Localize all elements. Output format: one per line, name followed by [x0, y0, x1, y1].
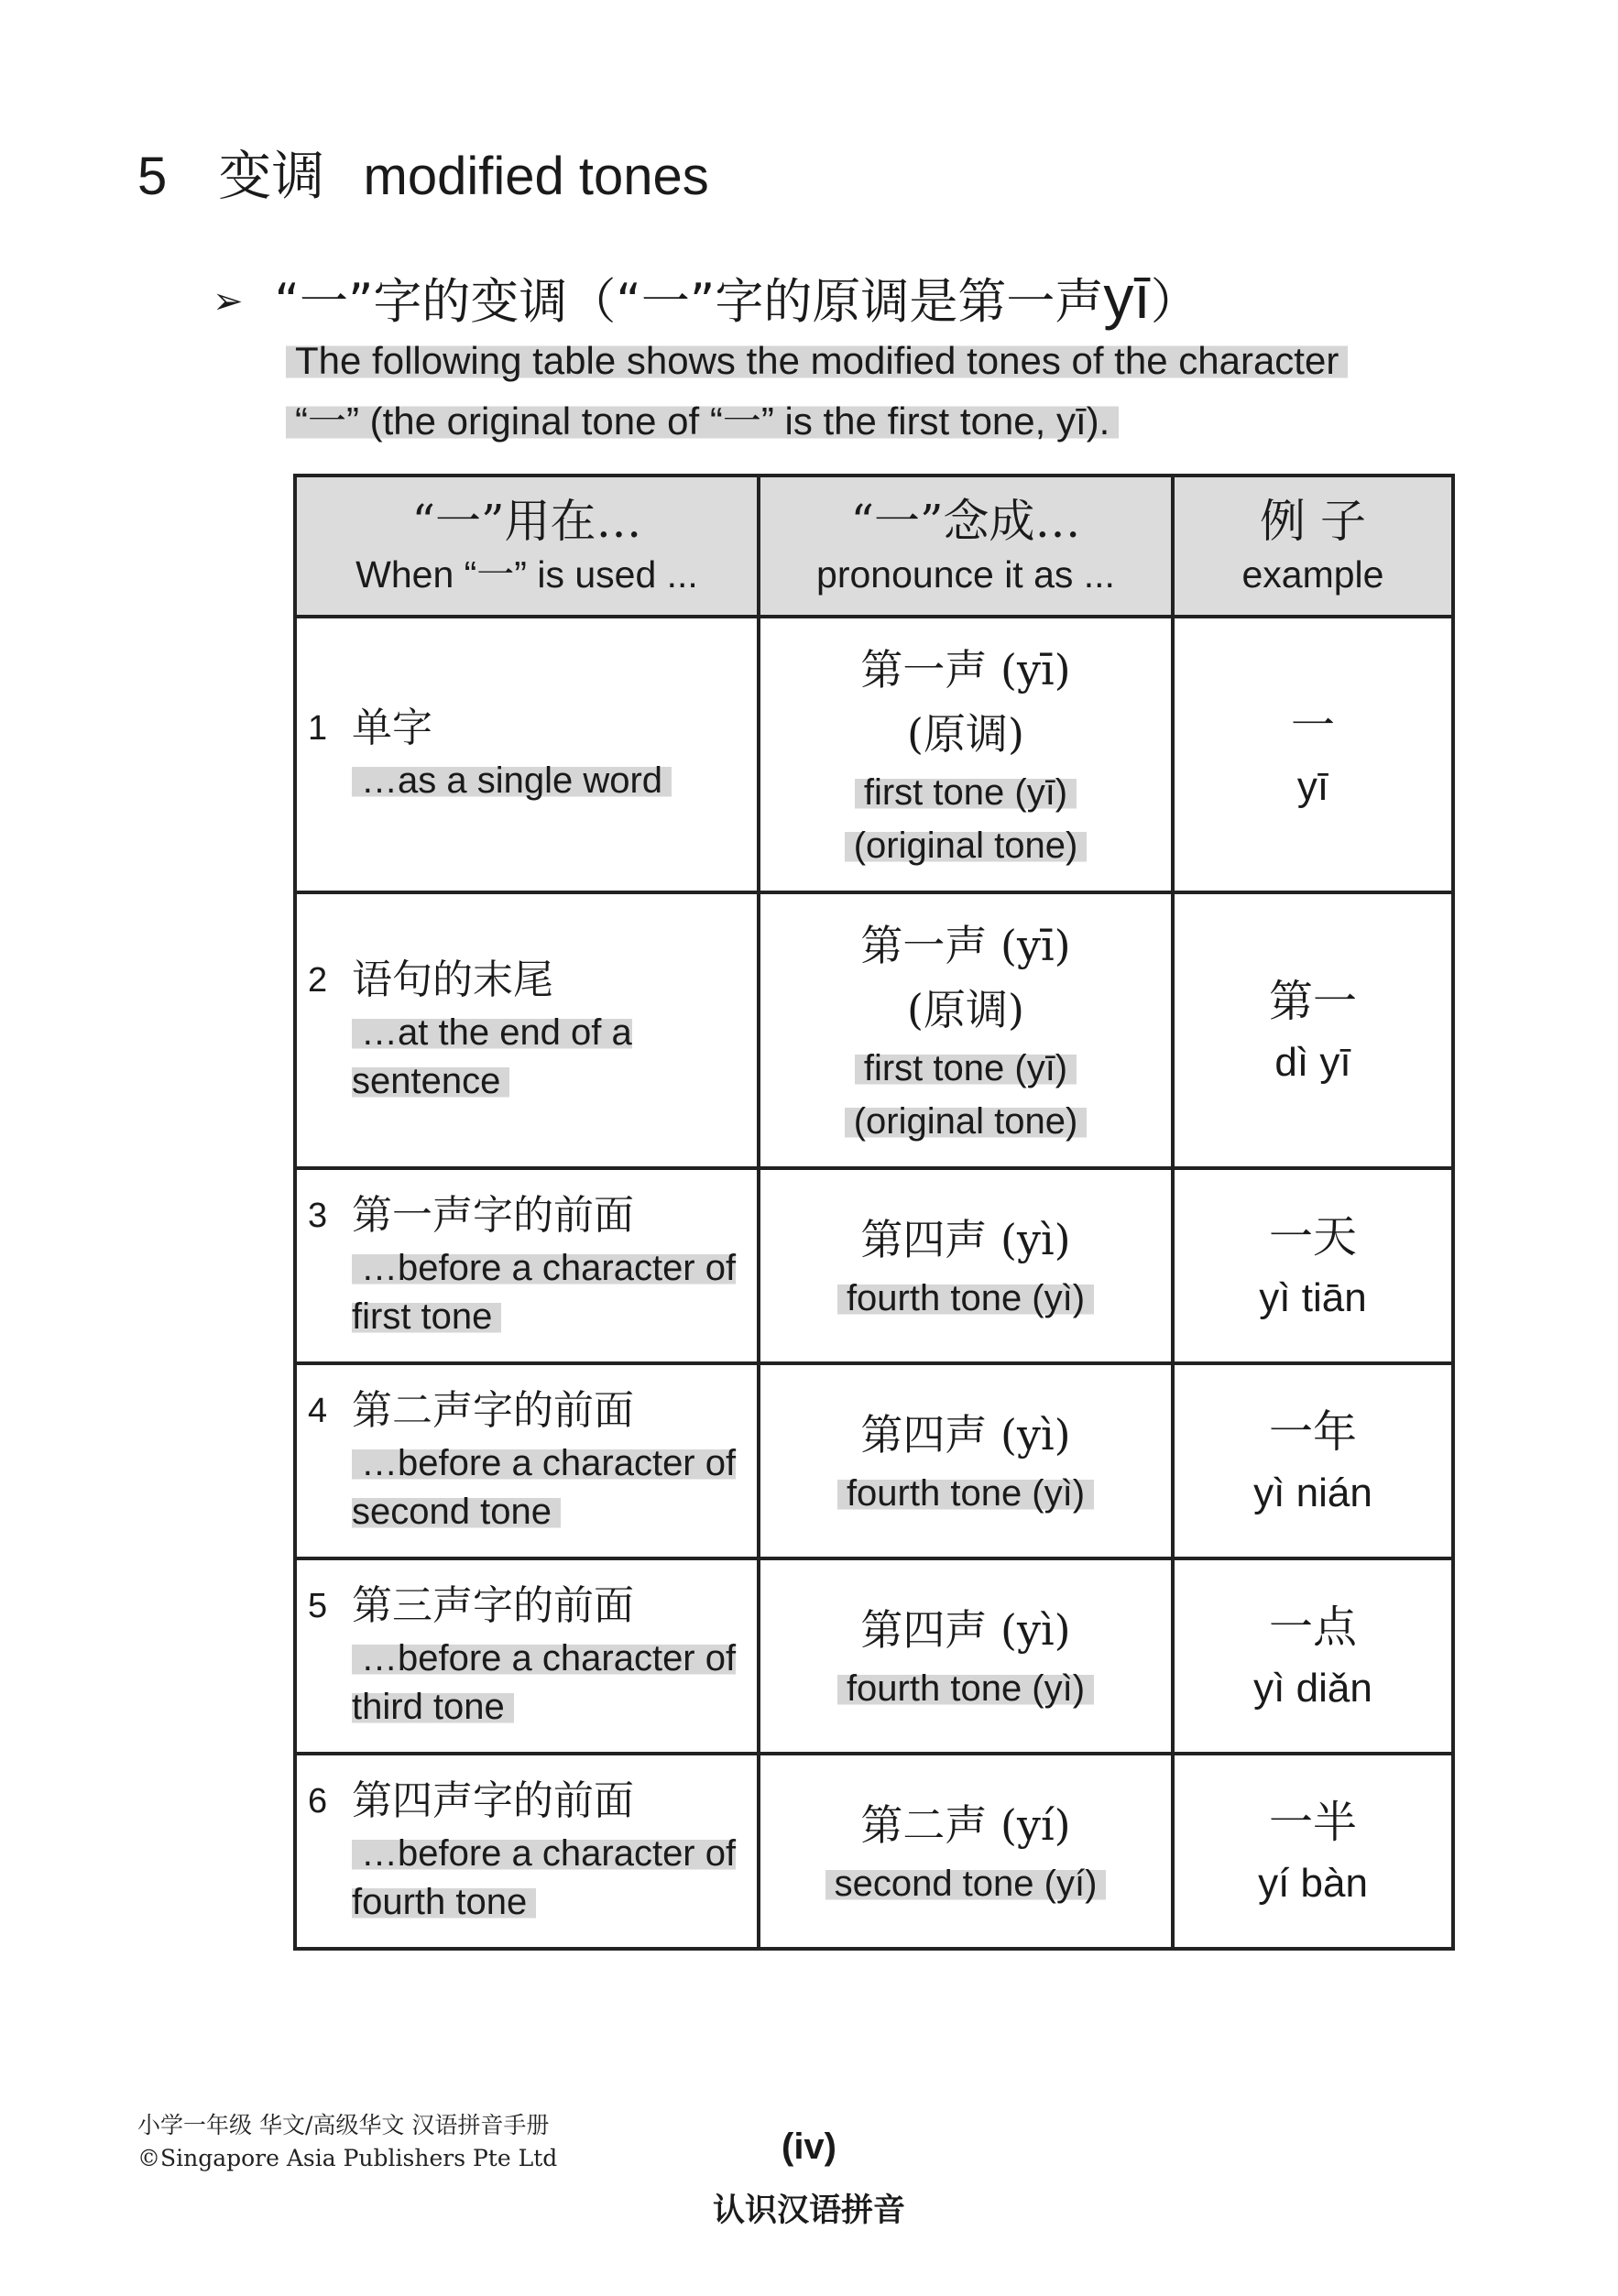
- tone-en: second tone (yí): [760, 1857, 1171, 1910]
- example-zh: 一年: [1268, 1405, 1357, 1458]
- row-number: 6: [308, 1781, 328, 1820]
- pronunciation-cell: [759, 1363, 1173, 1558]
- usage-cell: [295, 1363, 759, 1558]
- table-row: [295, 1754, 1453, 1949]
- usage-zh: 第一声字的前面: [352, 1191, 634, 1239]
- usage-cell: [295, 617, 759, 892]
- usage-zh: 单字: [352, 705, 432, 751]
- example-zh: 一: [1290, 699, 1335, 751]
- tone-zh: 第一声 (yī): [860, 644, 1071, 694]
- example-cell: [1173, 1363, 1453, 1558]
- pronunciation-cell: [759, 1168, 1173, 1363]
- tone-zh-note: (原调): [907, 708, 1024, 759]
- table-row: [295, 1363, 1453, 1558]
- example-cell: [1173, 617, 1453, 892]
- example-pinyin: yì diǎn: [1253, 1665, 1372, 1711]
- example-cell: [1173, 892, 1453, 1168]
- table-row: [295, 1168, 1453, 1363]
- example-pinyin: yí bàn: [1258, 1860, 1368, 1906]
- description-line-2: “一” (the original tone of “一” is the first tone, yī).: [286, 394, 1119, 449]
- usage-en: …before a character of second tone: [352, 1442, 737, 1532]
- table-row: [295, 892, 1453, 1168]
- tone-zh: 第四声 (yì): [860, 1604, 1071, 1655]
- tone-en: fourth tone (yì): [760, 1662, 1171, 1715]
- usage-zh: 语句的末尾: [352, 956, 553, 1003]
- usage-en: …before a character of fourth tone: [352, 1832, 737, 1922]
- tone-en-note: (original tone): [760, 1095, 1171, 1148]
- example-pinyin: yì tiān: [1259, 1274, 1367, 1320]
- tone-zh-note: (原调): [907, 984, 1024, 1034]
- pronunciation-cell: [759, 892, 1173, 1168]
- table-header-row: [295, 476, 1453, 617]
- section-heading: [137, 139, 709, 213]
- tone-en-note: (original tone): [760, 819, 1171, 872]
- usage-en: …as a single word: [352, 757, 672, 805]
- usage-cell: [295, 1754, 759, 1949]
- subheading: [213, 264, 1199, 335]
- example-zh: 一点: [1268, 1601, 1357, 1653]
- usage-en: …before a character of first tone: [352, 1247, 737, 1337]
- example-pinyin: dì yī: [1274, 1039, 1351, 1085]
- table-row: [295, 617, 1453, 892]
- modified-tones-table: [293, 474, 1455, 1951]
- tone-en: first tone (yī): [760, 1042, 1171, 1095]
- tone-en: fourth tone (yì): [760, 1272, 1171, 1325]
- usage-en: …at the end of a sentence: [352, 1011, 632, 1101]
- row-number: 2: [308, 960, 328, 1000]
- section-number: 5: [137, 147, 168, 206]
- tone-en: fourth tone (yì): [760, 1467, 1171, 1520]
- tone-zh: 第一声 (yī): [860, 920, 1071, 970]
- description-line-1: The following table shows the modified tones of the character: [286, 333, 1348, 388]
- footer-book-title: 小学一年级 华文/高级华文 汉语拼音手册: [137, 2112, 550, 2138]
- usage-zh: 第四声字的前面: [352, 1777, 634, 1824]
- subheading-close: ）: [1150, 274, 1199, 330]
- row-number: 1: [308, 709, 328, 748]
- header-usage: “一”用在… When “一” is used ...: [295, 476, 759, 617]
- table-row: [295, 1558, 1453, 1754]
- row-number: 3: [308, 1196, 328, 1235]
- example-cell: [1173, 1754, 1453, 1949]
- usage-zh: 第二声字的前面: [352, 1386, 634, 1434]
- example-cell: [1173, 1168, 1453, 1363]
- pronunciation-cell: [759, 1754, 1173, 1949]
- tone-zh: 第四声 (yì): [860, 1409, 1071, 1460]
- tone-zh: 第二声 (yí): [860, 1799, 1071, 1850]
- row-number: 4: [308, 1391, 328, 1430]
- usage-cell: [295, 892, 759, 1168]
- example-cell: [1173, 1558, 1453, 1754]
- example-zh: 一天: [1268, 1210, 1357, 1263]
- usage-cell: [295, 1168, 759, 1363]
- example-pinyin: yī: [1296, 763, 1329, 809]
- section-title-en: modified tones: [363, 147, 709, 206]
- pronunciation-cell: [759, 1558, 1173, 1754]
- usage-zh: 第三声字的前面: [352, 1581, 634, 1629]
- tone-en: first tone (yī): [760, 766, 1171, 819]
- row-number: 5: [308, 1586, 328, 1625]
- page-number: (iv): [782, 2127, 836, 2167]
- subheading-pinyin: yī: [1103, 263, 1151, 331]
- section-title-zh: 变调: [218, 145, 325, 207]
- example-zh: 一半: [1268, 1796, 1357, 1848]
- footer-section-name: 认识汉语拼音: [712, 2192, 905, 2229]
- footer-copyright: ©Singapore Asia Publishers Pte Ltd: [137, 2145, 558, 2171]
- tone-zh: 第四声 (yì): [860, 1214, 1071, 1264]
- pronunciation-cell: [759, 617, 1173, 892]
- subheading-text: “一”字的变调（“一”字的原调是第一声: [274, 274, 1104, 330]
- arrow-bullet-icon: ➢: [213, 280, 244, 323]
- header-example: 例 子 example: [1173, 476, 1453, 617]
- example-pinyin: yì nián: [1253, 1470, 1372, 1515]
- example-zh: 第一: [1268, 975, 1357, 1027]
- header-pronunciation: “一”念成… pronounce it as ...: [759, 476, 1173, 617]
- usage-cell: [295, 1558, 759, 1754]
- usage-en: …before a character of third tone: [352, 1637, 737, 1727]
